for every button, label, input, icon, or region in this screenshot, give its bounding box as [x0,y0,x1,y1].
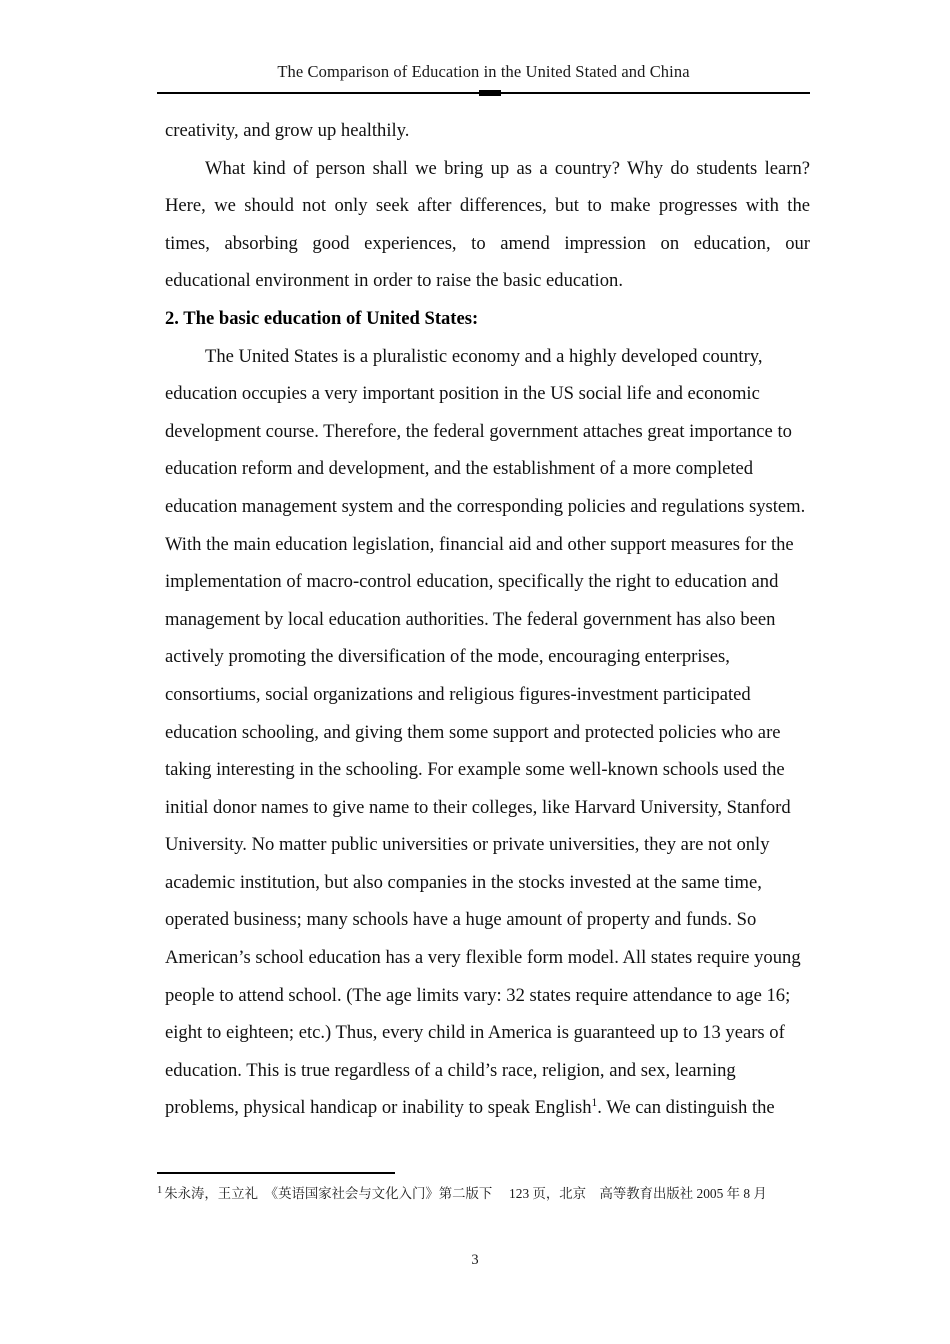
footnote-citation-text: 朱永涛，王立礼 《英语国家社会与文化入门》第二版下 123 页，北京 高等教育出版社 2005 年 8 月 [164,1186,767,1201]
paragraph-text-part-1: The United States is a pluralistic economy and a highly developed country, education occupies a very important position in the US social life and economic development course. Therefore, the federal government attaches great importance to education reform and development, and the establishment of a more completed education management system and the corresponding policies and regulations system. With the main education legislation, financial aid and other support measures for the implementation of macro-control education, specifically the right to education and management by local education authorities. The federal government has also been actively promoting the diversification of the mode, encouraging enterprises, consortiums, social organizations and religious figures-investment participated education schooling, and giving them some support and protected policies who are taking interesting in the schooling. For example some well-known schools used the initial donor names to give name to their colleges, like Harvard University, Stanford University. No matter public universities or private universities, they are not only academic institution, but also companies in the stocks invested at the same time, operated business; many schools have a huge amount of property and funds. So American’s school education has a very flexible form model. All states require young people to attend school. (The age limits vary: 32 states require attendance to age 16; eight to eighteen; etc.) Thus, every child in America is guaranteed up to 13 years of education. This is true regardless of a child’s race, religion, and sex, learning problems, physical handicap or inability to speak English [165,345,806,1119]
footnote-area [157,1172,817,1204]
header-title: The Comparison of Education in the United Stated and China [277,62,690,81]
paragraph-continuation: creativity, and grow up healthily. [165,120,410,141]
header-rule-container [157,90,810,96]
footnote-separator-line [157,1172,395,1174]
section-heading-2: 2. The basic education of United States: [165,307,479,329]
page-number: 3 [471,1252,479,1268]
footnote-number: 1 [157,1184,163,1196]
footnote-reference-marker[interactable]: 1 [591,1097,598,1110]
paragraph-united-states-overview [165,338,810,1127]
page-header [157,62,810,96]
paragraph-text-part-2: . We can distinguish the [597,1097,775,1119]
footnote-entry [157,1183,817,1204]
header-center-mark [479,90,501,96]
paragraph-text: What kind of person shall we bring up as a country? Why do students learn? Here, we should not only seek after differences, but to make progresses with the times, absorbing good experiences, to amend impression on education, our educational environment in order to raise the basic education. [165,157,810,292]
paragraph-what-kind-of-person [165,150,810,300]
document-body [165,112,810,1127]
